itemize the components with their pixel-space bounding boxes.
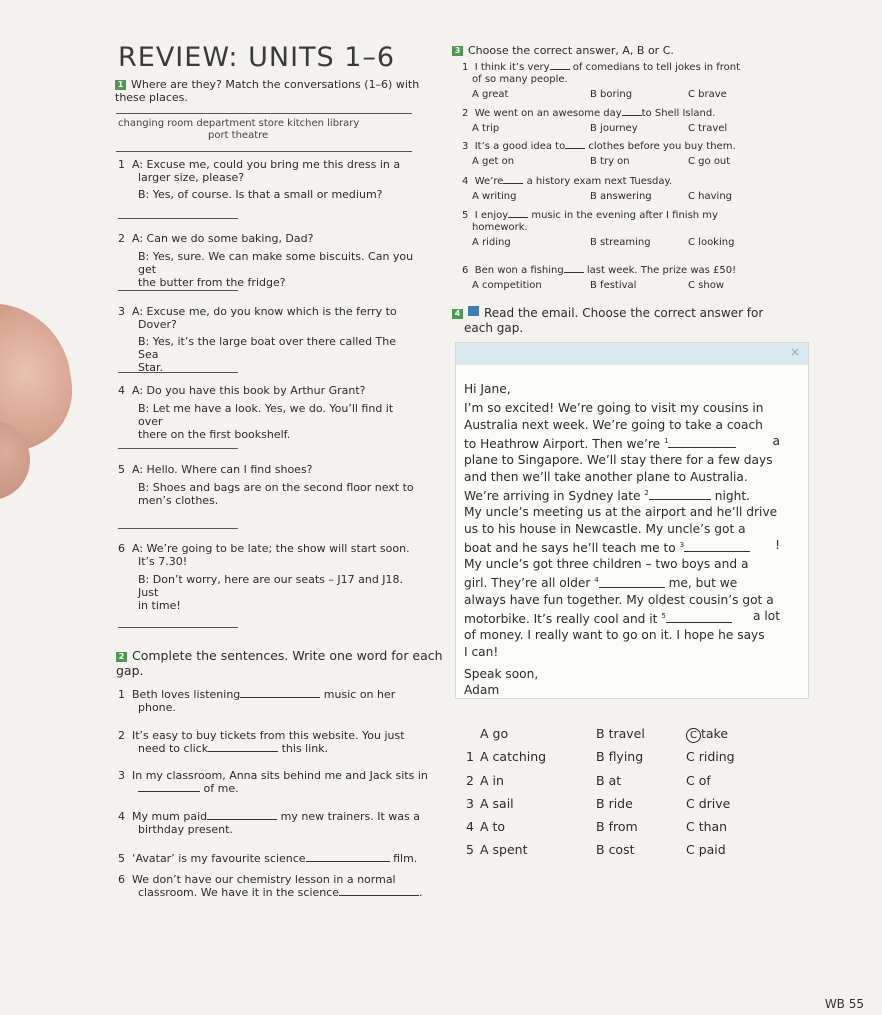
sentence-5: 5 ‘Avatar’ is my favourite science film.: [118, 852, 418, 865]
answer-row-2[interactable]: 2 A in B at C of: [466, 772, 711, 788]
answer-line-5[interactable]: [118, 528, 238, 529]
email-window: [455, 342, 809, 699]
conversation-3: 3 A: Excuse me, do you know which is the ferry to Dover? B: Yes, it’s the large boat over there called The Sea Star.: [118, 305, 397, 374]
conversation-1: 1 A: Excuse me, could you bring me this dress in a larger size, please? B: Yes, of course. Is that a small or medium?: [118, 158, 401, 201]
exercise-4-instruction: 4 Read the email. Choose the correct answer for each gap.: [452, 306, 763, 336]
exercise-3-number: 3: [452, 46, 463, 56]
email-gap-1[interactable]: [668, 447, 736, 448]
sentence-3: 3 In my classroom, Anna sits behind me and Jack sits in of me.: [118, 769, 428, 795]
mc-question-1: 1 I think it’s very of comedians to tell jokes in front of so many people. A great B boring C brave: [462, 62, 741, 100]
exercise-3-instruction: 3 Choose the correct answer, A, B or C.: [452, 44, 674, 57]
conversation-4: 4 A: Do you have this book by Arthur Grant? B: Let me have a look. Yes, we do. You’ll find it over there on the first bookshelf.: [118, 384, 394, 441]
divider: [116, 113, 412, 114]
example-row: A go B travel C take: [480, 726, 729, 741]
answer-line-1[interactable]: [118, 218, 238, 219]
sentence-1: 1 Beth loves listening music on her phone.: [118, 688, 396, 714]
gap-input[interactable]: [339, 895, 419, 896]
mc-question-5: 5 I enjoy music in the evening after I finish my homework. A riding B streaming C looking: [462, 210, 735, 248]
gap-input[interactable]: [240, 697, 320, 698]
answer-line-2[interactable]: [118, 290, 238, 291]
email-gap-3[interactable]: [684, 551, 750, 552]
email-toolbar: [456, 343, 808, 365]
email-gap-5[interactable]: [666, 622, 732, 623]
mc-question-2: 2 We went on an awesome day to Shell Island. A trip B journey C travel: [462, 108, 728, 134]
selected-answer-circle: C: [686, 728, 701, 743]
divider: [116, 151, 412, 152]
exercise-4-number: 4: [452, 309, 463, 319]
email-body: Hi Jane, I’m so excited! We’re going to visit my cousins in Australia next week. We’re going to take a coach to Heathrow Airport. Then we’re $^1$ a plane to Singapore. We’ll stay there for a few days and then we’ll take another plane to Australia. We’re arriving in Sydney late $^2$ night. My uncle’s meeting us at the airport and he’ll drive us to his house in Newcastle. My uncle’s got a boat and he says he’ll teach me to $^3$ ! My uncle’s got three children – two boys and a girl. They’re all older $^4$ me, but we always have fun together. My oldest cousin’s got a motorbike. It’s really cool and it $^5$ a lot of money. I really want to go on it. I hope he says I can! Speak soon, Adam: [464, 382, 780, 698]
answer-row-3[interactable]: 3 A sail B ride C drive: [466, 795, 731, 811]
answer-row-4[interactable]: 4 A to B from C than: [466, 819, 728, 835]
page-number: WB 55: [824, 997, 864, 1011]
exercise-1-number: 1: [115, 80, 126, 90]
gap-input[interactable]: [208, 751, 278, 752]
mc-question-6: 6 Ben won a fishing last week. The prize was £50! A competition B festival C show: [462, 265, 737, 291]
places-list: changing room department store kitchen library port theatre: [118, 118, 360, 141]
sentence-6: 6 We don’t have our chemistry lesson in a normal classroom. We have it in the science .: [118, 873, 423, 899]
sentence-4: 4 My mum paid my new trainers. It was a birthday present.: [118, 810, 421, 836]
exercise-2-instruction: 2 Complete the sentences. Write one word for each gap.: [116, 648, 443, 678]
email-gap-4[interactable]: [599, 587, 665, 588]
mc-question-4: 4 We’re a history exam next Tuesday. A writing B answering C having: [462, 176, 733, 202]
answer-line-3[interactable]: [118, 372, 238, 373]
gap-input[interactable]: [207, 819, 277, 820]
close-icon[interactable]: ×: [789, 345, 800, 359]
answer-line-4[interactable]: [118, 448, 238, 449]
mc-question-3: 3 It’s a good idea to clothes before you buy them. A get on B try on C go out: [462, 141, 736, 167]
conversation-6: 6 A: We’re going to be late; the show will start soon. It’s 7.30! B: Don’t worry, here are our seats – J17 and J18. Just in time!: [118, 542, 410, 612]
answer-row-5[interactable]: 5 A spent B cost C paid: [466, 842, 726, 858]
answer-line-6[interactable]: [118, 627, 238, 628]
sentence-2: 2 It’s easy to buy tickets from this website. You just need to click this link.: [118, 729, 405, 755]
gap-input[interactable]: [138, 791, 200, 792]
exercise-1-instruction: 1 Where are they? Match the conversations (1–6) with these places.: [115, 78, 420, 104]
email-answer-options: [466, 722, 735, 862]
conversation-5: 5 A: Hello. Where can I find shoes? B: Shoes and bags are on the second floor next to men’s clothes.: [118, 463, 414, 507]
answer-row-1[interactable]: 1 A catching B flying C riding: [466, 749, 735, 765]
gap-input[interactable]: [306, 861, 390, 862]
reading-icon: [468, 306, 479, 316]
exercise-2-number: 2: [116, 652, 127, 662]
conversation-2: 2 A: Can we do some baking, Dad? B: Yes, sure. We can make some biscuits. Can you get the butter from the fridge?: [118, 232, 414, 289]
page-title: REVIEW: UNITS 1–6: [118, 42, 396, 73]
email-gap-2[interactable]: [649, 499, 711, 500]
